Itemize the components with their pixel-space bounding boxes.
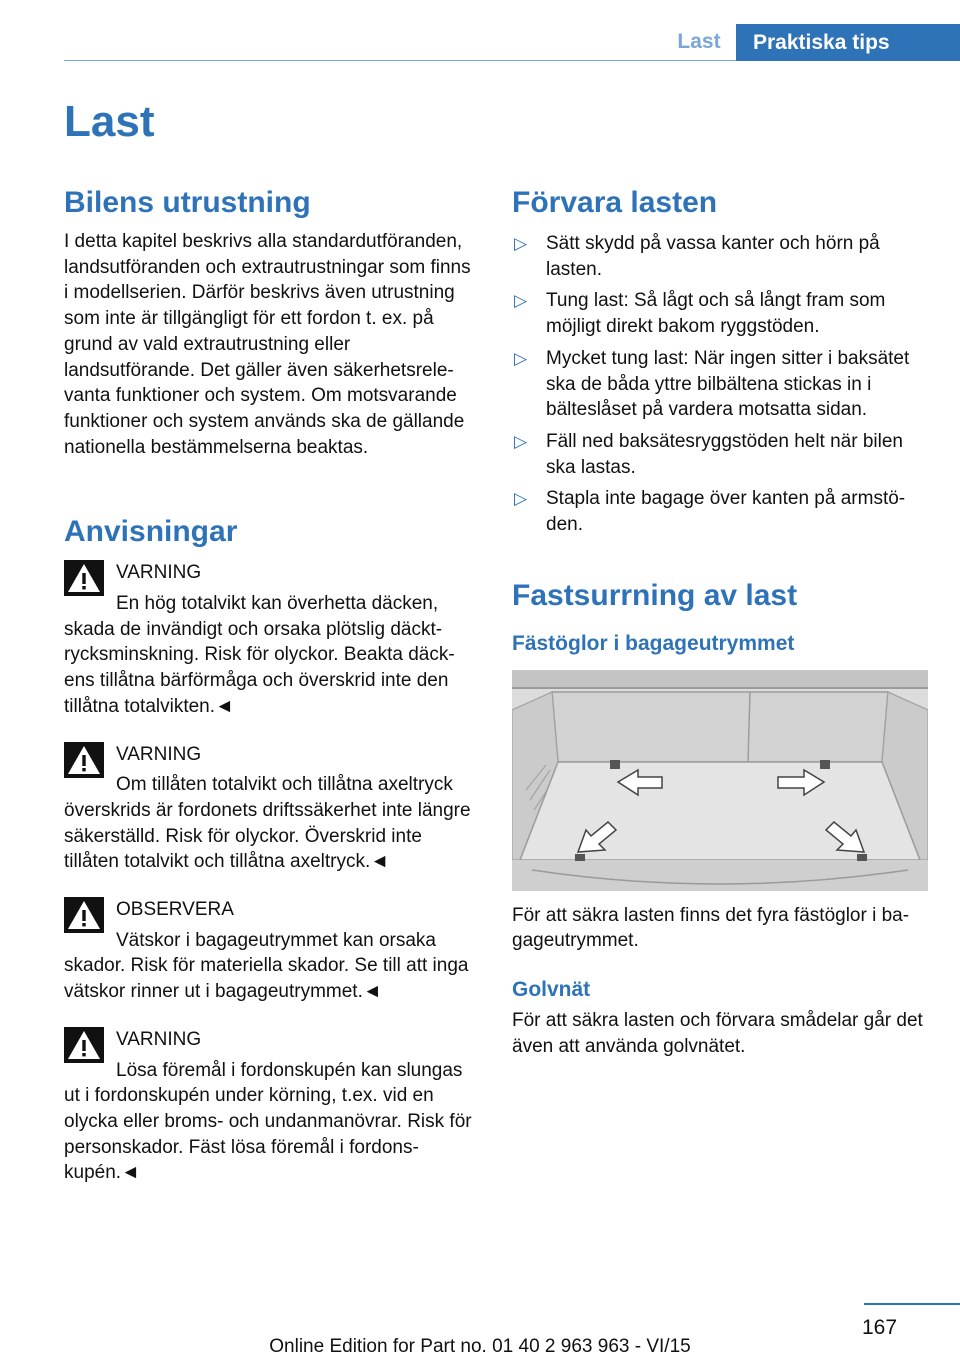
header-section-tab[interactable]: Last: [677, 30, 721, 53]
triangle-bullet-icon: ▷: [514, 431, 528, 451]
warning-icon: [64, 1027, 104, 1063]
lashing-eyelet-icon: [575, 854, 585, 861]
list-item: ▷ Fäll ned baksätesryggstöden helt när bilen ska lastas.: [514, 430, 904, 478]
lashing-subheading: Fästöglor i bagageutrymmet: [512, 631, 795, 655]
warning-block: [64, 742, 478, 876]
page-title: Last: [64, 97, 155, 146]
storing-list: [512, 231, 928, 538]
warning-first-line: Lösa föremål i fordonskupén kan slungas: [116, 1059, 463, 1081]
notice-icon: [64, 897, 104, 933]
warning-icon: [64, 742, 104, 778]
left-column: [64, 183, 478, 1186]
lashing-heading: Fastsurrning av last: [512, 578, 798, 612]
lashing-caption: För att säkra lasten finns det fyra fästöglor i bagageutrymmet.: [512, 904, 910, 952]
notice-text: skador. Risk för materiella skador. Se till att inga vätskor rinner ut i bagageutrymmet.◄: [64, 955, 469, 1003]
notice-first-line: Vätskor i bagageutrymmet kan orsaka: [116, 929, 436, 951]
equipment-heading: Bilens utrustning: [64, 186, 311, 219]
footer-rule: [864, 1303, 960, 1305]
warning-label: VARNING: [116, 743, 202, 765]
lashing-eyelet-icon: [857, 854, 867, 861]
list-item: ▷ Stapla inte bagage över kanten på armstöden.: [514, 488, 906, 536]
warning-label: VARNING: [116, 562, 202, 584]
lashing-eyelet-icon: [610, 760, 620, 769]
warning-icon: [64, 560, 104, 596]
right-column: [512, 183, 928, 1060]
notice-label: OBSERVERA: [116, 899, 234, 921]
warning-text: skada de invändigt och orsaka plötslig däcktrycksminskning. Risk för olyckor. Beakta däckens tillåtna bärförmåga och överskrid inte den tillåtna totalvikten.◄: [64, 618, 455, 717]
instructions-heading: Anvisningar: [64, 515, 238, 549]
warning-block: [64, 560, 478, 719]
warning-first-line: Om tillåten totalvikt och tillåtna axeltryck: [116, 774, 453, 796]
triangle-bullet-icon: ▷: [514, 348, 528, 368]
notice-block: [64, 897, 478, 1005]
warning-label: VARNING: [116, 1028, 202, 1050]
list-item: ▷ Tung last: Så lågt och så långt fram som möjligt direkt bakom ryggstöden.: [514, 290, 886, 338]
list-item: ▷ Sätt skydd på vassa kanter och hörn på lasten.: [514, 233, 880, 280]
equipment-text: I detta kapitel beskrivs alla standardutföranden, landsutföranden och extrautrustningar som finns i modellserien. Därför beskrivs även utrustning som inte är tillgängligt för ett fordon t. ex. på grund av vald extrautrustning eller landsutförande. Det gäller även säkerhetsrelevanta funktioner och system. Om motsvarande funktioner och system används ska de gällande nationella bestämmelserna beaktas.: [64, 231, 471, 458]
footer-edition: Online Edition for Part no. 01 40 2 963 963 - VI/15: [269, 1336, 691, 1357]
triangle-bullet-icon: ▷: [514, 234, 528, 253]
storing-heading: Förvara lasten: [512, 186, 718, 219]
list-item: ▷ Mycket tung last: När ingen sitter i baksätet ska de båda yttre bilbältena stickas in i bälteslåset på vardera motsatta sidan.: [514, 347, 910, 421]
net-heading: Golvnät: [512, 978, 591, 1002]
trunk-illustration: [512, 670, 928, 891]
page-number: 167: [862, 1316, 898, 1339]
warning-text: överskrids är fordonets driftssäkerhet inte längre säkerställd. Risk för olyckor. Överskrid inte tillåten totalvikt och tillåtna axeltryck.◄: [64, 799, 471, 873]
warning-block: [64, 1027, 478, 1186]
net-text: För att säkra lasten och förvara smådelar går det även att använda golvnätet.: [512, 1010, 923, 1057]
triangle-bullet-icon: ▷: [514, 489, 528, 509]
triangle-bullet-icon: ▷: [514, 291, 528, 311]
warning-first-line: En hög totalvikt kan överhetta däcken,: [116, 593, 439, 615]
header-chapter-tab[interactable]: Praktiska tips: [736, 24, 960, 61]
lashing-eyelet-icon: [820, 760, 830, 769]
warning-text: ut i fordonskupén under körning, t.ex. vid en olycka eller broms- och undanmanövrar. Risk för personskador. Fäst lösa föremål i fordonskupén.◄: [64, 1085, 472, 1184]
